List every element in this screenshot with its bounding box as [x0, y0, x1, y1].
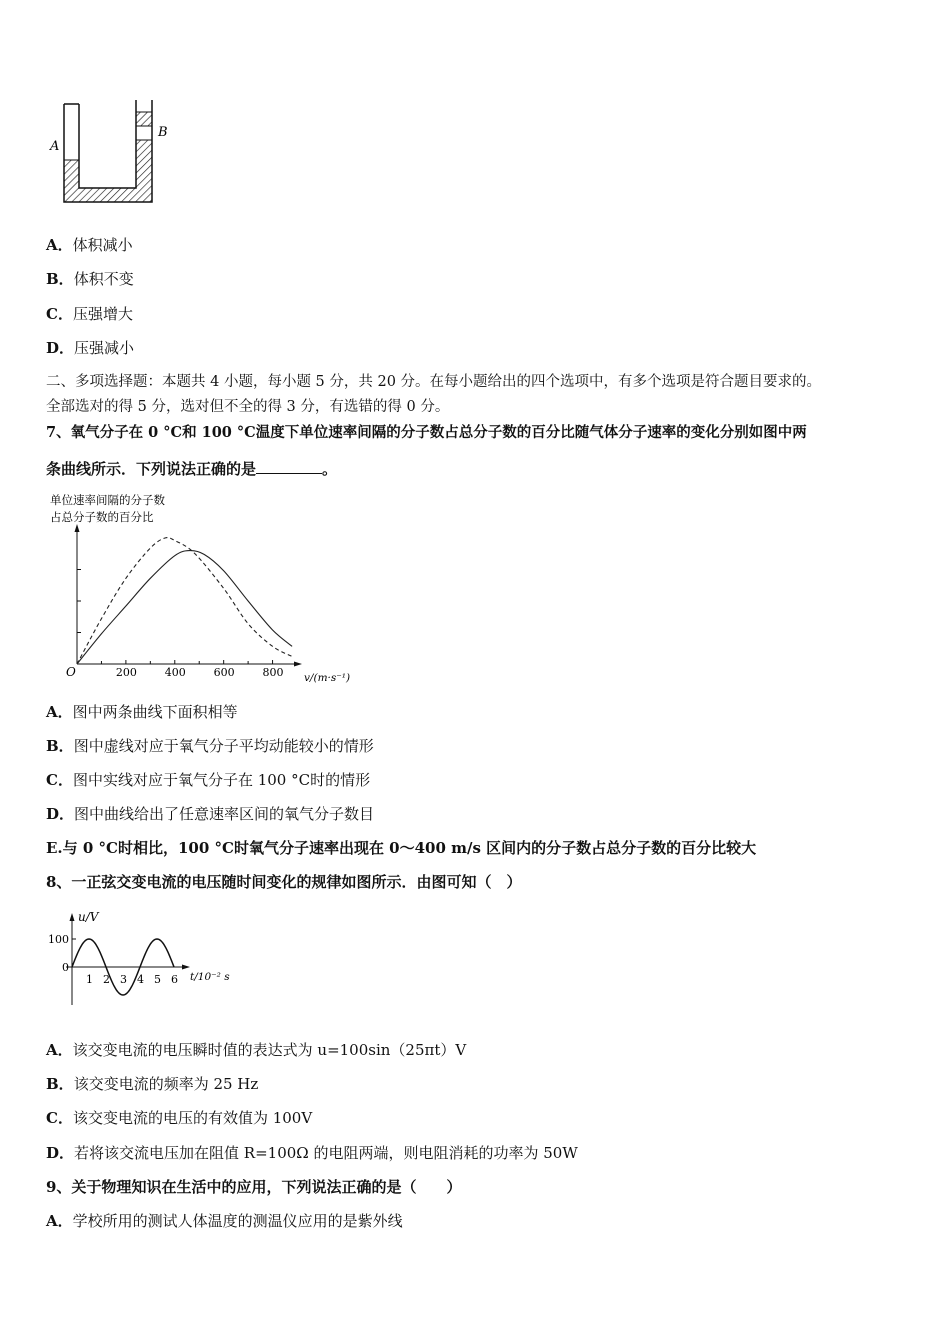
q9-stem: 9、关于物理知识在生活中的应用，下列说法正确的是（ ）	[46, 1178, 462, 1196]
q7-stem-line1: 7、氧气分子在 0 °C和 100 °C温度下单位速率间隔的分子数占总分子数的百分比随气体分子速率的变化分别如图中两	[46, 424, 807, 441]
q7-speed-distribution-chart	[46, 490, 366, 690]
q7-option-c: C．图中实线对应于氧气分子在 100 °C时的情形	[46, 771, 371, 789]
q8-x-tick-label: 2	[103, 973, 110, 986]
q8-stem: 8、一正弦交变电流的电压随时间变化的规律如图所示．由图可知（ ）	[46, 873, 522, 891]
q8-option-b: B．该交变电流的频率为 25 Hz	[46, 1075, 259, 1093]
q8-x-tick-label: 5	[154, 973, 161, 986]
q8-origin-label: 0	[62, 961, 69, 974]
q7-chart-title-2: 占总分子数的百分比	[50, 510, 154, 524]
q7-x-tick-label: 600	[213, 666, 235, 679]
q8-x-tick-label: 3	[120, 973, 127, 986]
section2-line2: 全部选对的得 5 分，选对但不全的得 3 分，有选错的得 0 分。	[46, 399, 450, 415]
q8-option-d: D．若将该交流电压加在阻值 R=100Ω 的电阻两端，则电阻消耗的功率为 50W	[46, 1144, 578, 1162]
q8-x-tick-label: 4	[137, 973, 144, 986]
q7-x-tick-label: 200	[115, 666, 137, 679]
q8-y-label: u/V	[78, 910, 99, 924]
q8-y-tick: 100	[48, 933, 69, 946]
q7-option-b: B．图中虚线对应于氧气分子平均动能较小的情形	[46, 737, 374, 755]
answer-blank	[256, 459, 322, 474]
q8-option-c: C．该交变电流的电压的有效值为 100V	[46, 1109, 313, 1127]
q6-option-b: B．体积不变	[46, 270, 134, 288]
label-a: A	[50, 139, 60, 154]
q7-option-d: D．图中曲线给出了任意速率区间的氧气分子数目	[46, 805, 375, 823]
q6-option-a: A．体积减小	[46, 236, 133, 254]
q7-curve-dashed	[77, 538, 292, 664]
q7-x-tick-label: 800	[262, 666, 284, 679]
q6-option-d: D．压强减小	[46, 339, 135, 357]
q8-x-tick-label: 1	[86, 973, 93, 986]
u-tube-figure	[48, 98, 178, 208]
q7-option-e: E.与 0 °C时相比，100 °C时氧气分子速率出现在 0～400 m/s 区间内的分子数占总分子数的百分比较大	[46, 839, 757, 857]
q6-option-c: C．压强增大	[46, 305, 133, 323]
q7-origin-label: O	[66, 665, 76, 679]
q7-stem-line2: 条曲线所示．下列说法正确的是 。	[46, 460, 338, 478]
label-b: B	[158, 125, 168, 140]
q8-x-tick-label: 6	[171, 973, 178, 986]
q8-x-label: t/10⁻² s	[190, 971, 230, 983]
q7-x-tick-label: 400	[164, 666, 186, 679]
q7-x-label: v/(m·s⁻¹)	[304, 672, 351, 684]
q7-curve-solid	[77, 551, 292, 664]
q7-option-a: A．图中两条曲线下面积相等	[46, 703, 238, 721]
q9-option-a: A．学校所用的测试人体温度的测温仪应用的是紫外线	[46, 1212, 403, 1230]
q7-chart-title-1: 单位速率间隔的分子数	[50, 493, 165, 507]
q8-option-a: A．该交变电流的电压瞬时值的表达式为 u=100sin（25πt）V	[46, 1041, 467, 1059]
q8-voltage-chart	[46, 905, 236, 1010]
section2-line1: 二、多项选择题：本题共 4 小题，每小题 5 分，共 20 分。在每小题给出的四个选项中，有多个选项是符合题目要求的。	[46, 374, 822, 390]
